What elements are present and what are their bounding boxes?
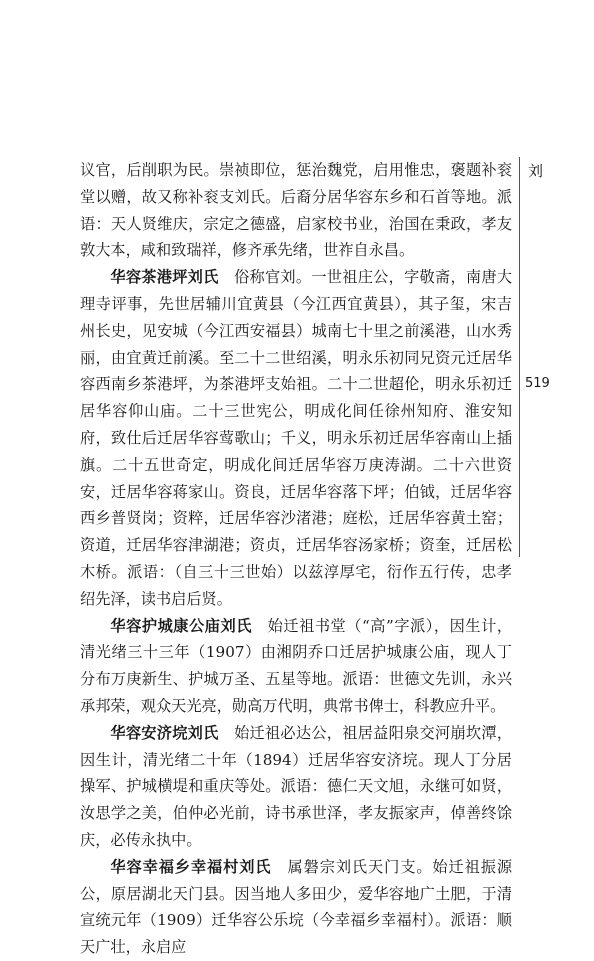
margin-rule — [519, 157, 520, 557]
clan-heading: 华容茶港坪刘氏 — [110, 268, 219, 287]
clan-heading: 华容安济垸刘氏 — [110, 723, 219, 742]
paragraph-anjiyuan — [80, 720, 512, 854]
paragraph-body: 始迁祖必达公，祖居益阳泉交河崩坎潭，因生计，清光绪二十年（1894）迁居华容安济垸。现人丁分居操军、护城横堤和重庆等处。派语：德仁天文旭，永继可如贤，汝思学之美，伯仲必光前，诗书承世泽，孝友振家声，倬善终馀庆，必传永执中。 — [80, 723, 513, 849]
paragraph-kanggongmiao — [80, 613, 512, 720]
paragraph-body: 俗称官刘。一世祖庄公，字敬斋，南唐大理寺评事，先世居辅川宜黄县（今江西宜黄县），其子玺，宋吉州长史，见安城（今江西安福县）城南七十里之前溪港，山水秀丽，由宜黄迁前溪。至二十二世绍溪，明永乐初同兄资元迁居华容西南乡茶港坪，为茶港坪支始祖。二十二世超伦，明永乐初迁居华容仰山庙。二十三世宪公，明成化间任徐州知府、淮安知府，致仕后迁居华容莺歌山；千义，明永乐初迁居华容南山上插旗。二十五世奇定，明成化间迁居华容万庚涛湖。二十六世资安，迁居华容蒋家山。资良，迁居华容落下坪；伯钺，迁居华容西乡普贤岗；资粹，迁居华容沙渚港；庭松，迁居华容黄土窑；资道，迁居华容津湖港；资贞，迁居华容汤家桥；资奎，迁居松木桥。派语：（自三十三世始）以兹淳厚宅，衍作五行传，忠孝绍先泽，读书启后贤。 — [80, 268, 513, 608]
page-number: 519 — [525, 376, 550, 391]
paragraph-xingfucun — [80, 854, 512, 961]
paragraph-chagangping — [80, 264, 512, 612]
paragraph-intro — [80, 157, 512, 264]
running-head: 刘 — [528, 162, 544, 180]
paragraph-body: 属磐宗刘氏天门支。始迁祖振源公，原居湖北天门县。因当地人多田少，爱华容地广土肥，于清宣统元年（1909）迁华容公乐垸（今幸福乡幸福村）。派语：顺天广壮，永启应 — [80, 857, 513, 957]
clan-heading: 华容护城康公庙刘氏 — [110, 616, 252, 635]
clan-heading: 华容幸福乡幸福村刘氏 — [110, 857, 272, 876]
paragraph-body: 始迁祖书堂（“高”字派），因生计，清光绪三十三年（1907）由湘阴乔口迁居护城康公庙，现人丁分布万庚新生、护城万圣、五星等地。派语：世德文先训，永兴承邦荣，观众天光亮，勋高万代明，典常书俾士，科教应升平。 — [80, 616, 513, 715]
text-column — [80, 157, 512, 961]
paragraph-body: 议官，后削职为民。崇祯即位，惩治魏党，启用惟忠，褒题补衮堂以赠，故又称补衮支刘氏。后裔分居华容东乡和石首等地。派语：天人贤维庆，宗定之德盛，启家校书业，治国在秉政，孝友敦大本，咸和致瑞祥，修齐承先绪，世祚自永昌。 — [80, 161, 512, 260]
